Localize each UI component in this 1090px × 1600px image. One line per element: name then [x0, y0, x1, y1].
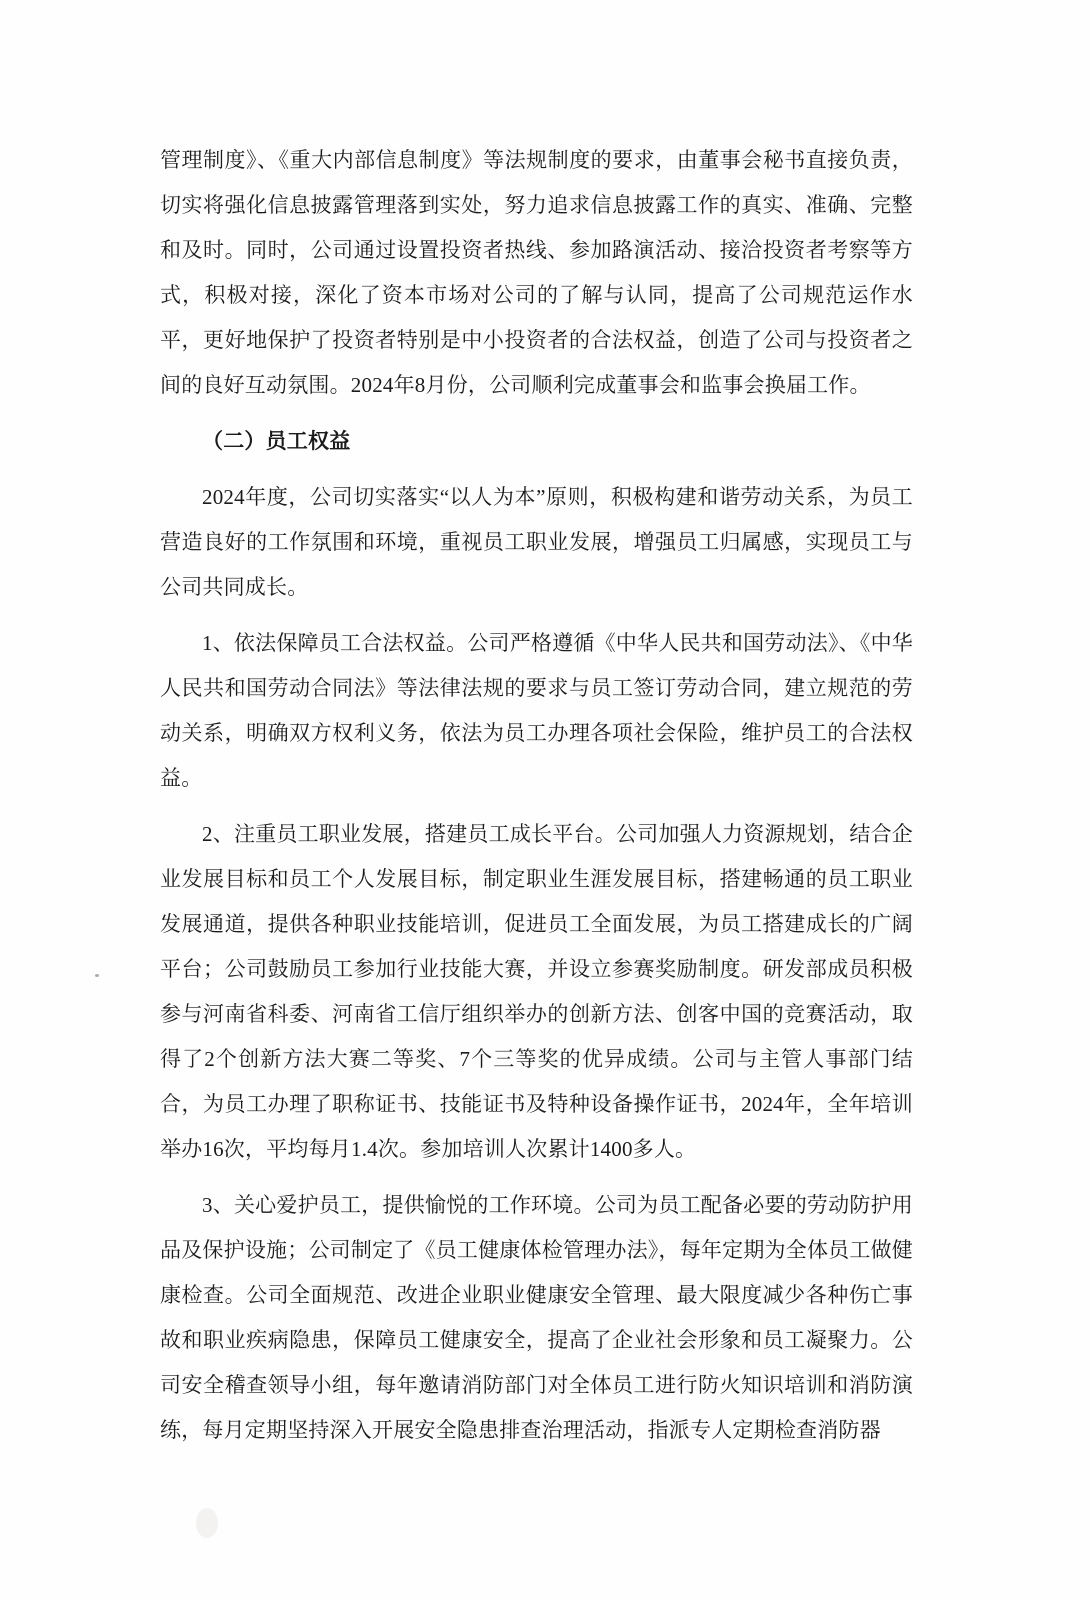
section-heading-employee-rights: （二）员工权益 [202, 429, 351, 453]
scan-artifact-dot [95, 974, 99, 977]
scan-artifact-smudge [196, 1508, 218, 1538]
paragraph-info-disclosure-continuation: 管理制度》、《重大内部信息制度》等法规制度的要求，由董事会秘书直接负责，切实将强化信息披露管理落到实处，努力追求信息披露工作的真实、准确、完整和及时。同时，公司通过设置投资者热线、参加路演活动、接洽投资者考察等方式，积极对接，深化了资本市场对公司的了解与认同，提高了公司规范运作水平，更好地保护了投资者特别是中小投资者的合法权益，创造了公司与投资者之间的良好互动氛围。2024年8月份，公司顺利完成董事会和监事会换届工作。 [160, 148, 913, 397]
paragraph-item1-legal-rights: 1、依法保障员工合法权益。公司严格遵循《中华人民共和国劳动法》、《中华人民共和国劳动合同法》等法律法规的要求与员工签订劳动合同，建立规范的劳动关系，明确双方权利义务，依法为员工办理各项社会保险，维护员工的合法权益。 [160, 631, 913, 790]
document-text-block [160, 138, 913, 1453]
paragraph-item2-career-development: 2、注重员工职业发展，搭建员工成长平台。公司加强人力资源规划，结合企业发展目标和员工个人发展目标，制定职业生涯发展目标，搭建畅通的员工职业发展通道，提供各种职业技能培训，促进员工全面发展，为员工搭建成长的广阔平台；公司鼓励员工参加行业技能大赛，并设立参赛奖励制度。研发部成员积极参与河南省科委、河南省工信厅组织举办的创新方法、创客中国的竞赛活动，取得了2个创新方法大赛二等奖、7个三等奖的优异成绩。公司与主管人事部门结合，为员工办理了职称证书、技能证书及特种设备操作证书，2024年，全年培训举办16次，平均每月1.4次。参加培训人次累计1400多人。 [160, 822, 913, 1161]
paragraph-employee-rights-intro: 2024年度，公司切实落实“以人为本”原则，积极构建和谐劳动关系，为员工营造良好的工作氛围和环境，重视员工职业发展，增强员工归属感，实现员工与公司共同成长。 [160, 485, 913, 599]
paragraph-item3-employee-care: 3、关心爱护员工，提供愉悦的工作环境。公司为员工配备必要的劳动防护用品及保护设施；公司制定了《员工健康体检管理办法》，每年定期为全体员工做健康检查。公司全面规范、改进企业职业健康安全管理、最大限度减少各种伤亡事故和职业疾病隐患，保障员工健康安全，提高了企业社会形象和员工凝聚力。公司安全稽查领导小组，每年邀请消防部门对全体员工进行防火知识培训和消防演练，每月定期坚持深入开展安全隐患排查治理活动，指派专人定期检查消防器 [160, 1193, 913, 1442]
